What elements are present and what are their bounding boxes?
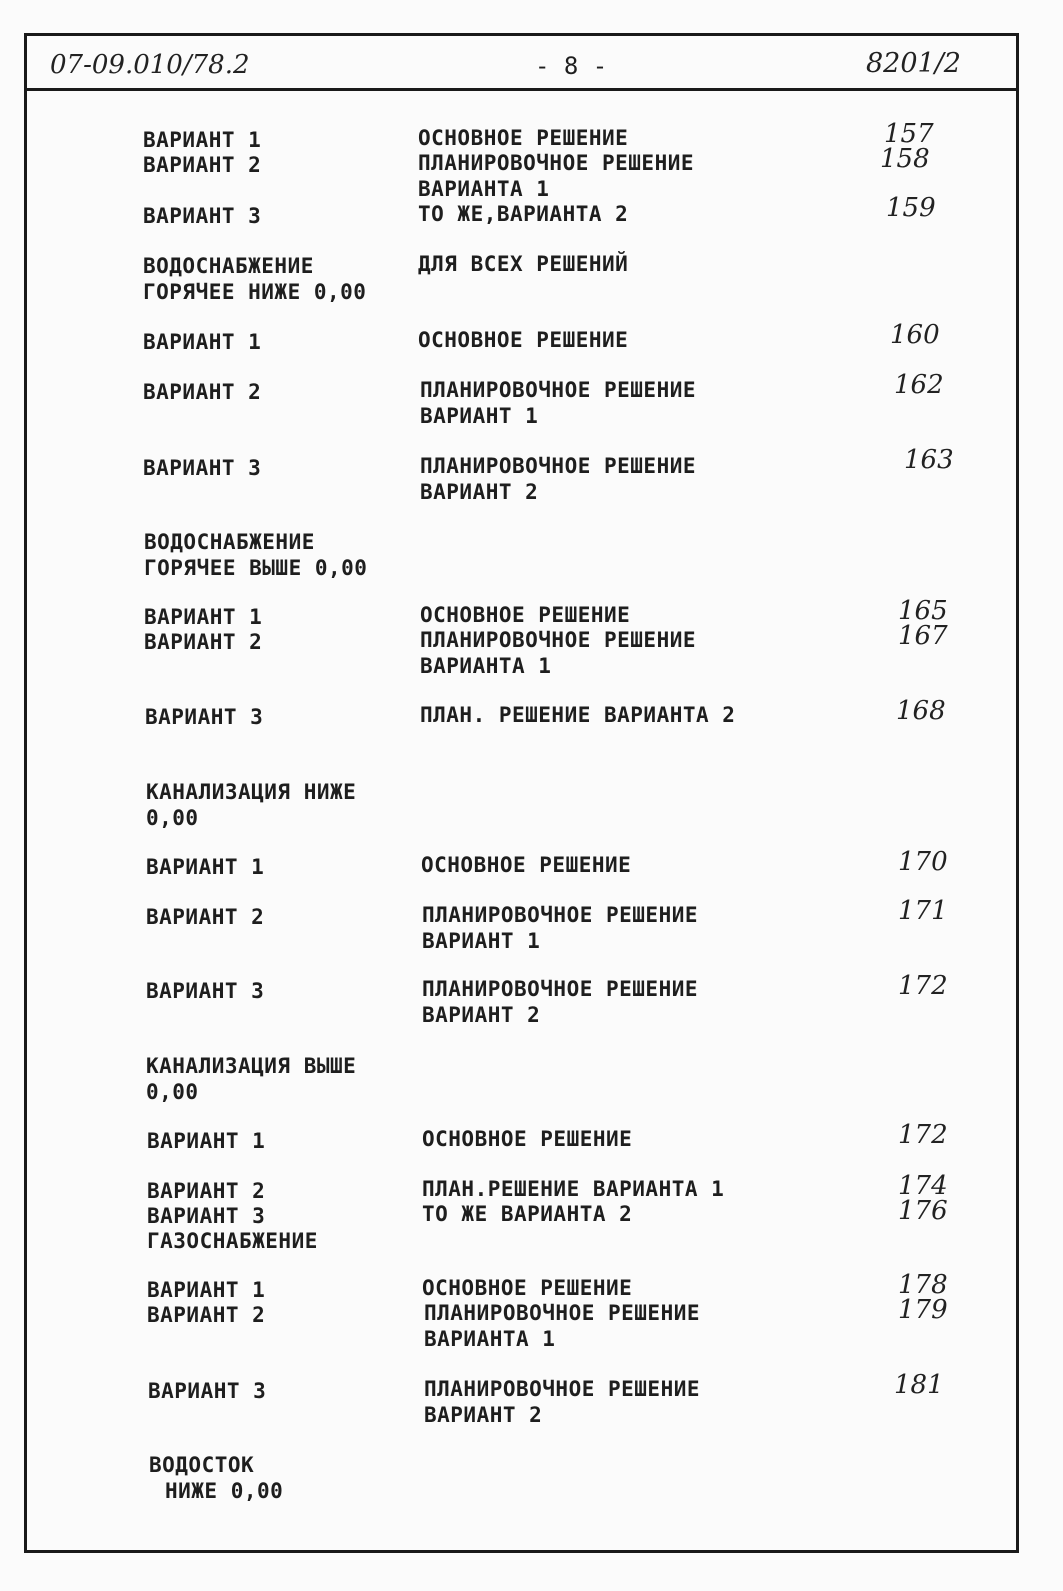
hwb-row1-label: ВАРИАНТ 1 (143, 330, 262, 354)
swa-row1-label: ВАРИАНТ 1 (147, 1129, 266, 1153)
gas-row3-label: ВАРИАНТ 3 (148, 1379, 267, 1403)
swa-title1: КАНАЛИЗАЦИЯ ВЫШЕ (146, 1054, 357, 1078)
gas-row3-desc2: ВАРИАНТ 2 (424, 1403, 543, 1427)
hwa-row2-desc2: ВАРИАНТА 1 (420, 654, 552, 678)
swb-row2-desc2: ВАРИАНТ 1 (422, 929, 541, 953)
swa-row2-label: ВАРИАНТ 2 (147, 1179, 266, 1203)
swb-title2: 0,00 (146, 806, 199, 830)
swb-title1: КАНАЛИЗАЦИЯ НИЖЕ (146, 780, 357, 804)
hwa-row2-page: 167 (898, 621, 948, 651)
heating-row2-page: 158 (880, 144, 930, 174)
hwa-row3-page: 168 (896, 696, 946, 726)
swa-row1-page: 172 (898, 1120, 948, 1150)
heating-row1-page: 157 (884, 119, 934, 149)
hwa-row3-desc: ПЛАН. РЕШЕНИЕ ВАРИАНТА 2 (420, 703, 736, 727)
swb-row3-page: 172 (898, 971, 948, 1001)
swa-title2: 0,00 (146, 1080, 199, 1104)
page-number: - 8 - (535, 52, 608, 80)
heating-row1-desc: ОСНОВНОЕ РЕШЕНИЕ (418, 126, 629, 150)
hwb-row2-page: 162 (894, 370, 944, 400)
hwa-title1: ВОДОСНАБЖЕНИЕ (144, 530, 315, 554)
swb-row2-label: ВАРИАНТ 2 (146, 905, 265, 929)
heating-row3-desc: ТО ЖЕ,ВАРИАНТА 2 (418, 202, 629, 226)
hwa-row1-page: 165 (898, 596, 948, 626)
header-divider (24, 88, 1019, 91)
hwb-row1-page: 160 (890, 320, 940, 350)
hwb-title2: ГОРЯЧЕЕ НИЖЕ 0,00 (143, 280, 367, 304)
gas-row2-page: 179 (898, 1295, 948, 1325)
hwb-row3-page: 163 (904, 445, 954, 475)
drain-title2: НИЖЕ 0,00 (165, 1479, 284, 1503)
swa-row2-page: 174 (898, 1171, 948, 1201)
hwa-row2-label: ВАРИАНТ 2 (144, 630, 263, 654)
hwa-title2: ГОРЯЧЕЕ ВЫШЕ 0,00 (144, 556, 368, 580)
hwa-row3-label: ВАРИАНТ 3 (145, 705, 264, 729)
swb-row3-desc2: ВАРИАНТ 2 (422, 1003, 541, 1027)
hwb-row3-label: ВАРИАНТ 3 (143, 456, 262, 480)
sheet-ref: 8201/2 (866, 48, 961, 79)
swb-row1-page: 170 (898, 847, 948, 877)
gas-row2-label: ВАРИАНТ 2 (147, 1303, 266, 1327)
hwb-row2-desc2: ВАРИАНТ 1 (420, 404, 539, 428)
hwb-row1-desc: ОСНОВНОЕ РЕШЕНИЕ (418, 328, 629, 352)
gas-row2-desc2: ВАРИАНТА 1 (424, 1327, 556, 1351)
heating-row2-label: ВАРИАНТ 2 (143, 153, 262, 177)
swb-row2-desc: ПЛАНИРОВОЧНОЕ РЕШЕНИЕ (422, 903, 699, 927)
gas-row1-page: 178 (898, 1270, 948, 1300)
hwa-row1-label: ВАРИАНТ 1 (144, 605, 263, 629)
swb-row1-label: ВАРИАНТ 1 (146, 855, 265, 879)
swb-row3-label: ВАРИАНТ 3 (146, 979, 265, 1003)
drain-title1: ВОДОСТОК (149, 1453, 255, 1477)
heating-row2-desc2: ВАРИАНТА 1 (418, 177, 550, 201)
gas-title: ГАЗОСНАБЖЕНИЕ (147, 1229, 318, 1253)
doc-code: 07-09.010/78.2 (50, 50, 250, 80)
heating-row2-desc: ПЛАНИРОВОЧНОЕ РЕШЕНИЕ (418, 151, 695, 175)
hwb-row2-label: ВАРИАНТ 2 (143, 380, 262, 404)
gas-row1-desc: ОСНОВНОЕ РЕШЕНИЕ (422, 1276, 633, 1300)
swb-row2-page: 171 (898, 896, 948, 926)
gas-row2-desc: ПЛАНИРОВОЧНОЕ РЕШЕНИЕ (424, 1301, 701, 1325)
swb-row3-desc: ПЛАНИРОВОЧНОЕ РЕШЕНИЕ (422, 977, 699, 1001)
heating-row1-label: ВАРИАНТ 1 (143, 128, 262, 152)
hwb-row3-desc2: ВАРИАНТ 2 (420, 480, 539, 504)
heating-row3-page: 159 (886, 193, 936, 223)
swa-row3-desc: ТО ЖЕ ВАРИАНТА 2 (422, 1202, 633, 1226)
gas-row3-desc: ПЛАНИРОВОЧНОЕ РЕШЕНИЕ (424, 1377, 701, 1401)
hwa-row2-desc: ПЛАНИРОВОЧНОЕ РЕШЕНИЕ (420, 628, 697, 652)
hwb-row3-desc: ПЛАНИРОВОЧНОЕ РЕШЕНИЕ (420, 454, 697, 478)
swa-row3-label: ВАРИАНТ 3 (147, 1204, 266, 1228)
swa-row1-desc: ОСНОВНОЕ РЕШЕНИЕ (422, 1127, 633, 1151)
swa-row3-page: 176 (898, 1196, 948, 1226)
heating-row3-label: ВАРИАНТ 3 (143, 204, 262, 228)
gas-row1-label: ВАРИАНТ 1 (147, 1278, 266, 1302)
gas-row3-page: 181 (894, 1370, 944, 1400)
hwb-row2-desc: ПЛАНИРОВОЧНОЕ РЕШЕНИЕ (420, 378, 697, 402)
hwb-title1: ВОДОСНАБЖЕНИЕ (143, 254, 314, 278)
hwb-note: ДЛЯ ВСЕХ РЕШЕНИЙ (418, 252, 629, 276)
swa-row2-desc: ПЛАН.РЕШЕНИЕ ВАРИАНТА 1 (422, 1177, 725, 1201)
hwa-row1-desc: ОСНОВНОЕ РЕШЕНИЕ (420, 603, 631, 627)
swb-row1-desc: ОСНОВНОЕ РЕШЕНИЕ (421, 853, 632, 877)
